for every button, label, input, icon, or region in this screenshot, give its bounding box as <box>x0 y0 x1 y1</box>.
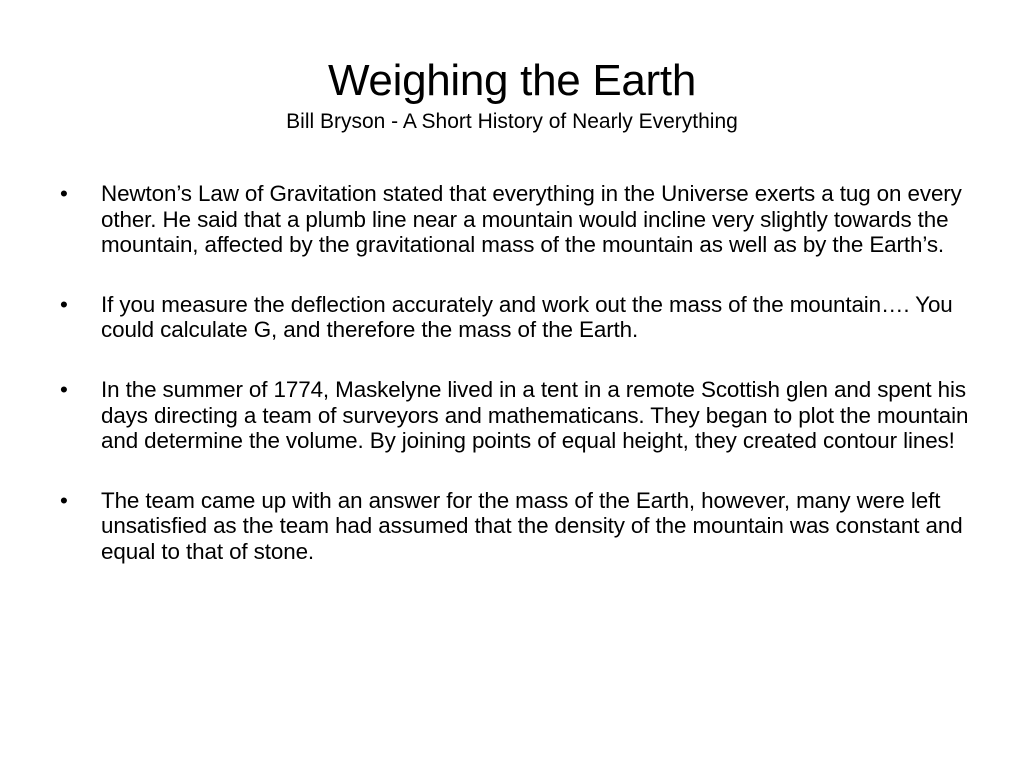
bullet-dot-icon: • <box>60 376 68 402</box>
bullet-text: Newton’s Law of Gravitation stated that everything in the Universe exerts a tug on every other. He said that a plumb line near a mountain would incline very slightly towards the mountain, affected by the gravitational mass of the mountain as well as by the Earth’s. <box>101 181 962 258</box>
bullet-list <box>58 181 978 599</box>
bullet-dot-icon: • <box>60 487 68 513</box>
bullet-item <box>58 292 978 343</box>
bullet-item <box>58 377 978 454</box>
bullet-text: In the summer of 1774, Maskelyne lived in a tent in a remote Scottish glen and spent his days directing a team of surveyors and mathematicans. They began to plot the mountain and determine the volume. By joining points of equal height, they created contour lines! <box>101 376 969 454</box>
bullet-dot-icon: • <box>60 291 68 317</box>
bullet-item <box>58 181 978 258</box>
slide-title: Weighing the Earth <box>327 56 697 105</box>
slide-subtitle: Bill Bryson - A Short History of Nearly Everything <box>286 110 738 133</box>
bullet-text: The team came up with an answer for the mass of the Earth, however, many were left unsatisfied as the team had assumed that the density of the mountain was constant and equal to that of stone. <box>101 487 963 564</box>
bullet-dot-icon: • <box>60 181 68 206</box>
bullet-item <box>58 488 978 565</box>
title-block <box>0 56 1024 135</box>
bullet-text: If you measure the deflection accurately and work out the mass of the mountain…. You could calculate G, and therefore the mass of the Earth. <box>101 291 953 343</box>
